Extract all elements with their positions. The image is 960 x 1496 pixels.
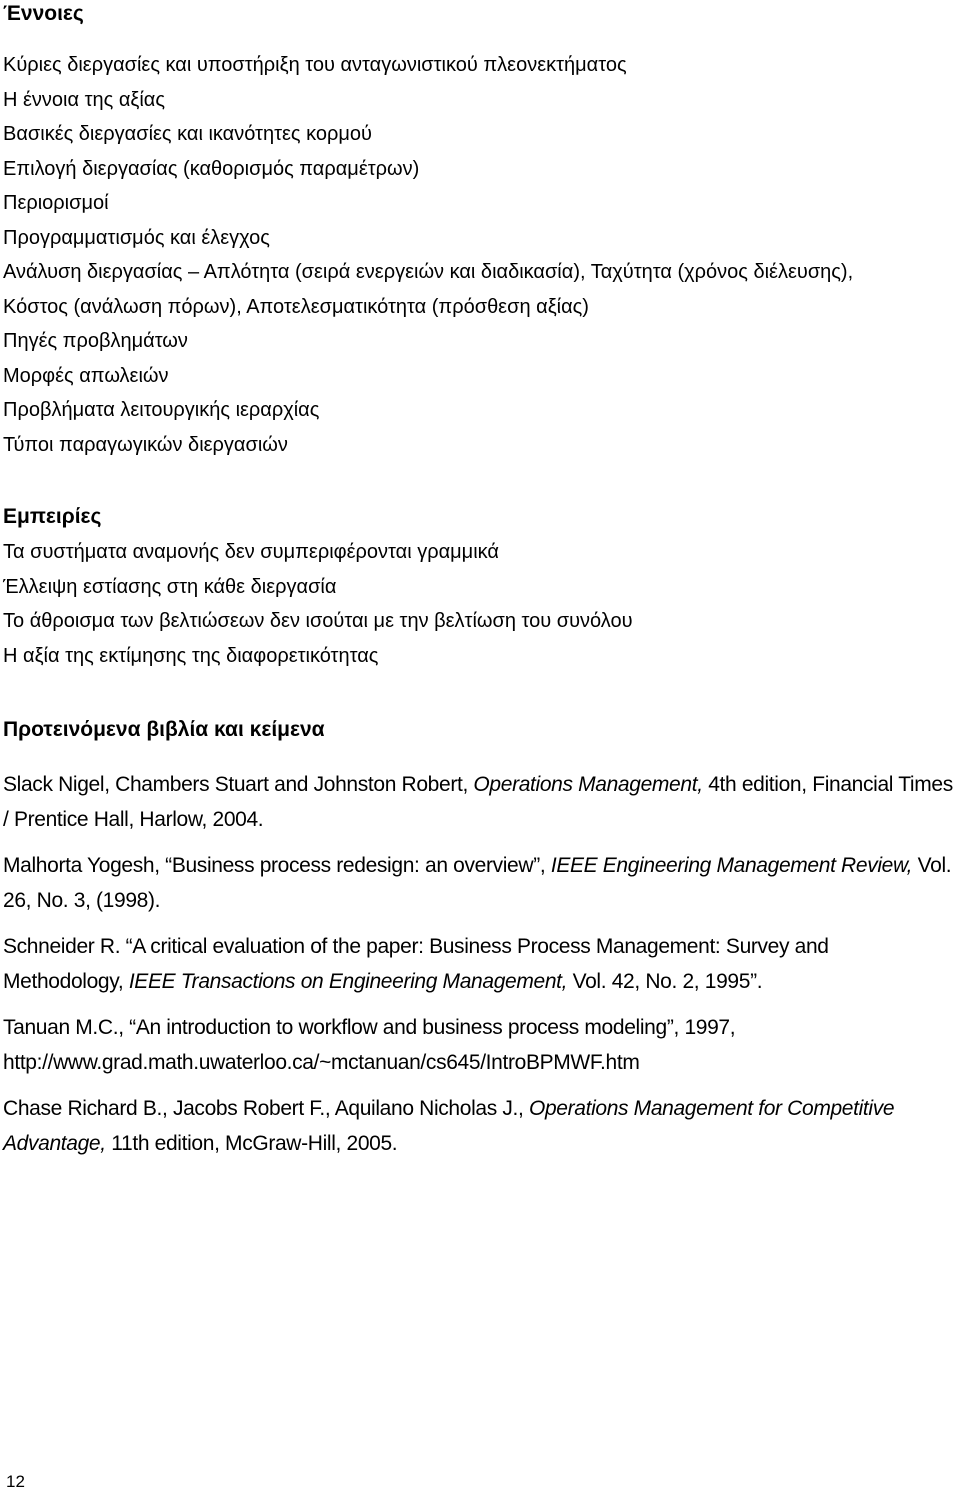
reference-item <box>3 1011 953 1080</box>
concept-item: Ανάλυση διεργασίας – Απλότητα (σειρά ενεργειών και διαδικασία), Ταχύτητα (χρόνος διέλευσης), <box>3 261 854 283</box>
books-heading: Προτεινόμενα βιβλία και κείμενα <box>3 718 325 741</box>
experience-item: Έλλειψη εστίασης στη κάθε διεργασία <box>3 575 337 598</box>
reference-title: Operations Management for Competitive Advantage, <box>3 1097 895 1155</box>
reference-item <box>3 930 953 999</box>
reference-item <box>3 768 953 837</box>
concepts-heading: Έννοιες <box>3 2 84 25</box>
page-number: 12 <box>6 1472 25 1491</box>
experiences-list <box>3 535 953 673</box>
concept-item: Τύποι παραγωγικών διεργασιών <box>3 433 288 456</box>
concept-item: Βασικές διεργασίες και ικανότητες κορμού <box>3 123 372 145</box>
reference-text: Slack Nigel, Chambers Stuart and Johnston Robert, <box>3 773 474 796</box>
reference-title: IEEE Engineering Management Review, <box>550 854 913 877</box>
reference-text: 11th edition, McGraw-Hill, 2005. <box>105 1131 398 1155</box>
experience-item: Η αξία της εκτίμησης της διαφορετικότητας <box>3 644 379 667</box>
reference-text: Chase Richard B., Jacobs Robert F., Aquilano Nicholas J., <box>3 1097 529 1120</box>
concept-item: Κύριες διεργασίες και υποστήριξη του ανταγωνιστικού πλεονεκτήματος <box>3 54 627 76</box>
concept-item: Κόστος (ανάλωση πόρων), Αποτελεσματικότητα (πρόσθεση αξίας) <box>3 295 589 318</box>
experience-item: Τα συστήματα αναμονής δεν συμπεριφέρονται γραμμικά <box>3 541 499 563</box>
reference-title: Operations Management, <box>473 773 703 796</box>
concept-item: Πηγές προβλημάτων <box>3 330 188 352</box>
reference-text: Vol. 42, No. 2, 1995”. <box>567 969 763 993</box>
reference-text: Malhorta Yogesh, “Business process redesign: an overview”, <box>3 854 551 877</box>
concept-item: Προβλήματα λειτουργικής ιεραρχίας <box>3 399 320 421</box>
references-list <box>3 768 953 1161</box>
reference-text: 4th edition, Financial Times / Prentice Hall, Harlow, 2004. <box>3 773 953 831</box>
reference-title: IEEE Transactions on Engineering Management, <box>128 969 568 993</box>
reference-item <box>3 849 953 918</box>
experiences-heading: Εμπειρίες <box>3 505 102 528</box>
concept-item: Μορφές απωλειών <box>3 364 169 387</box>
concept-item: Προγραμματισμός και έλεγχος <box>3 226 270 249</box>
concept-item: Η έννοια της αξίας <box>3 88 165 111</box>
concept-item: Περιορισμοί <box>3 192 109 214</box>
concept-item: Επιλογή διεργασίας (καθορισμός παραμέτρων) <box>3 157 420 180</box>
reference-item <box>3 1092 953 1161</box>
reference-text: Tanuan M.C., “An introduction to workflow and business process modeling”, 1997, http://www.grad.math.uwaterloo.ca/~mctanuan/cs645/IntroBPMWF.htm <box>3 1016 736 1074</box>
concepts-list <box>3 48 953 462</box>
document-page <box>3 0 953 1173</box>
reference-text: Vol. 26, No. 3, (1998). <box>3 854 952 912</box>
experience-item: Το άθροισμα των βελτιώσεων δεν ισούται με την βελτίωση του συνόλου <box>3 610 633 632</box>
reference-text: Schneider R. “A critical evaluation of the paper: Business Process Management: Survey and Methodology, <box>3 935 829 993</box>
